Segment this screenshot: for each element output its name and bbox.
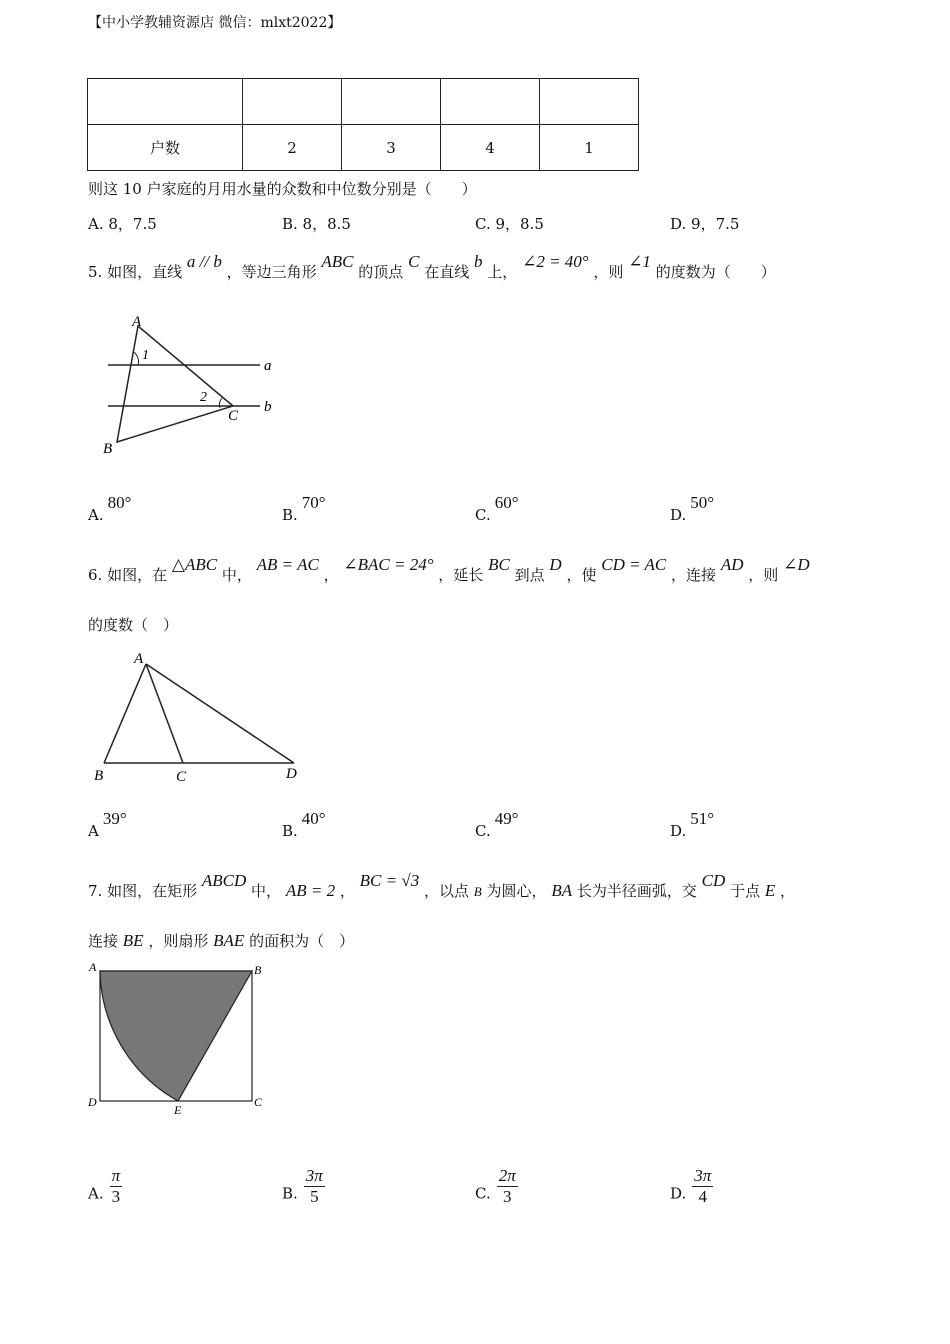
q5-option-a[interactable] <box>88 493 132 525</box>
option-letter: D. <box>670 822 687 840</box>
q4-stem: 则这 10 户家庭的月用水量的众数和中位数分别是（ ） <box>88 180 477 198</box>
table-cell: 4 <box>441 125 540 171</box>
fraction <box>692 1166 713 1207</box>
text: ，则扇形 <box>148 932 209 950</box>
segment-ab <box>104 664 146 763</box>
q6-stem-line2: 的度数（ ） <box>88 616 179 634</box>
math: BC <box>488 555 510 574</box>
text: ，使 <box>566 566 597 584</box>
option-value: 70° <box>301 493 326 512</box>
math: B <box>473 884 482 899</box>
label-line-a: a <box>264 358 272 374</box>
text: ，连接 <box>671 566 717 584</box>
text: ，以点 <box>423 882 469 900</box>
text: 的度数为（ ） <box>655 263 776 281</box>
q7-stem-line2 <box>88 930 354 951</box>
option-letter: D. <box>670 506 687 524</box>
option-letter: B. <box>282 506 298 524</box>
numerator: π <box>111 1166 121 1185</box>
denominator: 3 <box>502 1187 512 1206</box>
math: C <box>408 252 420 271</box>
math: AD <box>720 555 744 574</box>
table-cell <box>88 79 243 125</box>
text: 5. 如图，直线 <box>88 263 183 281</box>
q7-option-d[interactable] <box>670 1166 713 1215</box>
option-letter: C. <box>475 1184 491 1203</box>
math: BE <box>122 931 144 950</box>
label-c: C <box>254 1095 263 1109</box>
numerator: 3π <box>694 1166 712 1185</box>
table-row <box>88 79 639 125</box>
q5-option-d[interactable] <box>670 493 715 525</box>
q4-option-c[interactable]: C. 9，8.5 <box>475 215 544 233</box>
denominator: 3 <box>111 1187 121 1206</box>
table-cell <box>342 79 441 125</box>
label-b-vertex: B <box>103 441 113 457</box>
math: a // b <box>186 252 222 271</box>
label-a: A <box>89 960 97 974</box>
math: CD = AC <box>601 555 667 574</box>
label-angle-1: 1 <box>142 348 149 363</box>
q4-option-a[interactable]: A. 8，7.5 <box>88 215 157 233</box>
q6-option-a[interactable] <box>88 809 127 841</box>
fraction <box>110 1166 123 1207</box>
math: ABCD <box>201 871 247 890</box>
q5-stem <box>88 252 776 282</box>
math: D <box>549 555 562 574</box>
math: BAE <box>213 931 245 950</box>
label-a-vertex: A <box>132 314 142 330</box>
label-b: B <box>94 768 104 784</box>
text: ， <box>323 566 339 584</box>
text: ，等边三角形 <box>226 263 317 281</box>
segment-ad <box>146 664 294 763</box>
q7-option-a[interactable] <box>88 1166 122 1215</box>
math: ABC <box>321 252 354 271</box>
triangle-abc <box>117 326 233 442</box>
fraction <box>304 1166 325 1207</box>
math: AB = 2 <box>285 881 336 900</box>
q7-stem <box>88 871 796 901</box>
text: 中， <box>251 882 282 900</box>
text: 中， <box>221 566 252 584</box>
q7-option-c[interactable] <box>475 1166 518 1215</box>
option-letter: B. <box>282 822 298 840</box>
numerator: 3π <box>305 1166 323 1185</box>
option-value: 80° <box>107 493 132 512</box>
math: BA <box>551 881 573 900</box>
text: ， <box>780 882 796 900</box>
option-letter: C. <box>475 822 491 840</box>
label-c: C <box>176 769 187 785</box>
option-letter: C. <box>475 506 491 524</box>
sector-bae <box>100 971 252 1101</box>
text: ，延长 <box>438 566 484 584</box>
math: △ABC <box>171 555 218 574</box>
numerator: 2π <box>498 1166 516 1185</box>
option-value: 51° <box>690 809 715 828</box>
option-letter: A. <box>88 506 104 524</box>
label-line-b: b <box>264 399 272 415</box>
water-usage-table <box>87 78 639 171</box>
text: ，则 <box>748 566 779 584</box>
label-angle-2: 2 <box>200 390 207 405</box>
q6-option-b[interactable] <box>282 809 326 841</box>
q4-option-d[interactable]: D. 9，7.5 <box>670 215 740 233</box>
text: 于点 <box>730 882 761 900</box>
fraction <box>497 1166 518 1207</box>
label-d: D <box>88 1095 97 1109</box>
page-header: 【中小学教辅资源店 微信：mlxt2022】 <box>88 15 342 31</box>
q7-option-b[interactable] <box>282 1166 325 1215</box>
math: ∠D <box>783 555 810 574</box>
table-row <box>88 125 639 171</box>
option-value: 40° <box>301 809 326 828</box>
table-cell <box>540 79 639 125</box>
label-a: A <box>134 651 144 667</box>
q4-option-b[interactable]: B. 8，8.5 <box>282 215 351 233</box>
text: 长为半径画弧，交 <box>576 882 697 900</box>
option-letter: A <box>88 822 99 840</box>
text: 6. 如图，在 <box>88 566 168 584</box>
math: ∠1 <box>628 252 651 271</box>
label-e: E <box>174 1103 182 1117</box>
option-value: 49° <box>494 809 519 828</box>
table-cell: 3 <box>342 125 441 171</box>
option-value: 60° <box>494 493 519 512</box>
option-letter: A. <box>88 1184 104 1203</box>
text: 到点 <box>514 566 545 584</box>
q7-figure <box>86 960 271 1120</box>
option-letter: B. <box>282 1184 298 1203</box>
text: 在直线 <box>424 263 470 281</box>
text: 的面积为（ ） <box>249 932 355 950</box>
table-cell: 1 <box>540 125 639 171</box>
option-value: 39° <box>102 809 127 828</box>
table-cell <box>441 79 540 125</box>
text: ，则 <box>593 263 624 281</box>
label-b: B <box>254 963 262 977</box>
q5-option-c[interactable] <box>475 493 519 525</box>
math: b <box>474 252 483 271</box>
text: 的顶点 <box>358 263 404 281</box>
q6-figure <box>88 648 318 790</box>
angle-1-arc <box>134 352 139 365</box>
text: 为圆心， <box>486 882 547 900</box>
q6-stem <box>88 555 810 585</box>
math: BC = √3 <box>359 871 420 890</box>
math: E <box>764 881 776 900</box>
segment-ac <box>146 664 183 763</box>
q5-figure <box>100 308 285 463</box>
math: AB = AC <box>256 555 319 574</box>
math: CD <box>701 871 726 890</box>
option-letter: D. <box>670 1184 687 1203</box>
q5-option-b[interactable] <box>282 493 326 525</box>
label-c-vertex: C <box>228 408 239 424</box>
text: 连接 <box>88 932 119 950</box>
q6-option-c[interactable] <box>475 809 519 841</box>
text: ， <box>339 882 355 900</box>
table-cell <box>243 79 342 125</box>
math: ∠2 = 40° <box>522 252 589 271</box>
text: 上， <box>487 263 518 281</box>
table-cell: 户数 <box>88 125 243 171</box>
text: 7. 如图，在矩形 <box>88 882 198 900</box>
denominator: 4 <box>698 1187 708 1206</box>
table-cell: 2 <box>243 125 342 171</box>
denominator: 5 <box>310 1187 319 1206</box>
label-d: D <box>286 766 297 782</box>
q6-option-d[interactable] <box>670 809 715 841</box>
option-value: 50° <box>690 493 715 512</box>
math: ∠BAC = 24° <box>343 555 434 574</box>
